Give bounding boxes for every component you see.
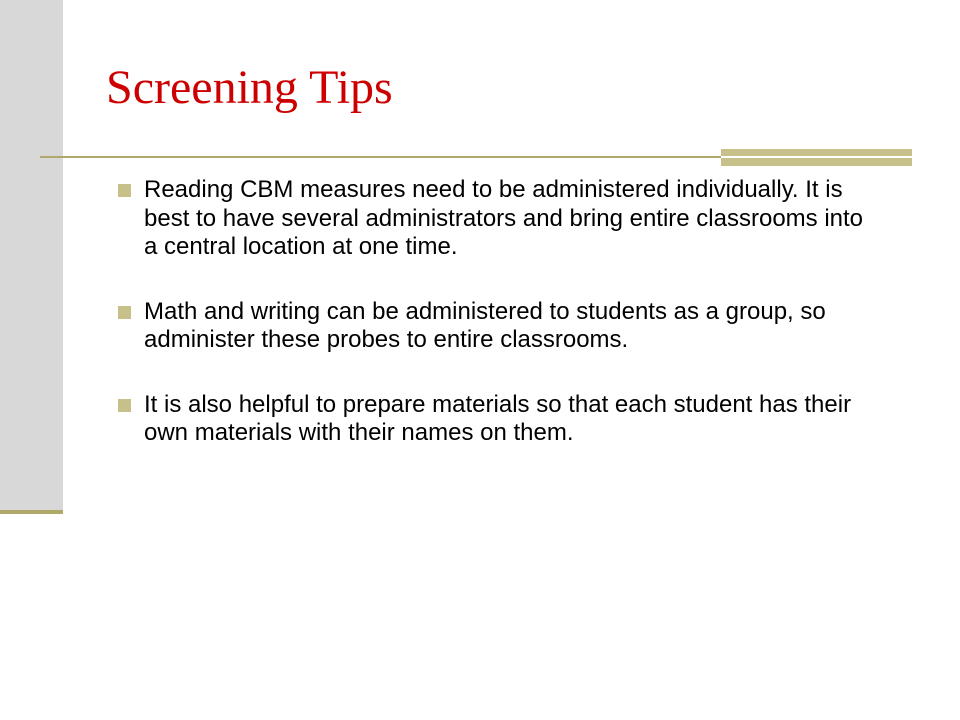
title-accent-block xyxy=(721,149,912,166)
left-decorative-bar xyxy=(0,0,63,512)
square-bullet-icon xyxy=(118,306,131,319)
bullet-item xyxy=(118,391,863,448)
square-bullet-icon xyxy=(118,399,131,412)
bullet-item xyxy=(118,298,863,355)
left-bar-underline xyxy=(0,510,63,514)
bullet-text: It is also helpful to prepare materials so that each student has their own materials with their names on them. xyxy=(144,390,852,446)
bullet-list xyxy=(118,176,863,484)
bullet-item xyxy=(118,176,863,262)
square-bullet-icon xyxy=(118,184,131,197)
bullet-text: Math and writing can be administered to students as a group, so administer these probes to entire classrooms. xyxy=(144,297,826,353)
bullet-text: Reading CBM measures need to be administered individually. It is best to have several administrators and bring entire classrooms into a central location at one time. xyxy=(144,176,864,260)
slide-title: Screening Tips xyxy=(106,61,393,114)
